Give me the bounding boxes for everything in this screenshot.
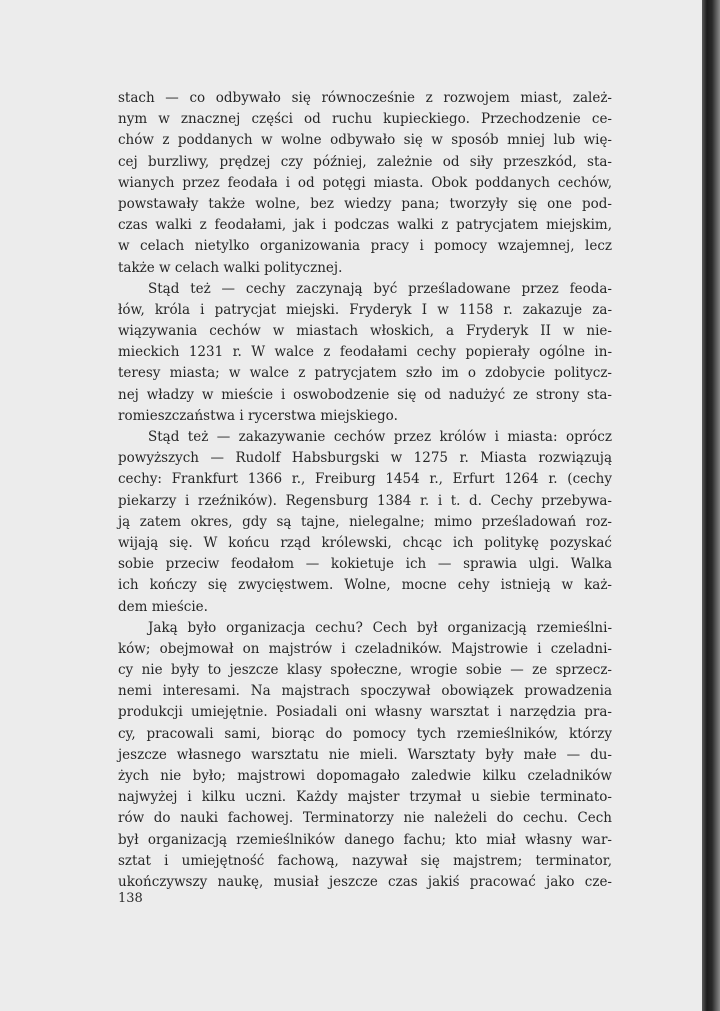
text-line: najwyżej i kilku uczni. Każdy majster trzymał u siebie terminato- bbox=[118, 789, 612, 806]
text-line: jeszcze własnego warsztatu nie mieli. Warsztaty były małe — du- bbox=[118, 746, 612, 763]
text-line: cechy: Frankfurt 1366 r., Freiburg 1454 r., Erfurt 1264 r. (cechy bbox=[118, 471, 612, 488]
text-line: nemi interesami. Na majstrach spoczywał obowiązek prowadzenia bbox=[118, 683, 612, 700]
text-line: chów z poddanych w wolne odbywało się w sposób mniej lub wię- bbox=[118, 132, 612, 149]
page-number: 138 bbox=[118, 891, 143, 906]
text-line: ukończywszy naukę, musiał jeszcze czas jakiś pracować jako cze- bbox=[118, 873, 612, 890]
text-line: stach — co odbywało się równocześnie z rozwojem miast, zależ- bbox=[118, 90, 612, 106]
text-line: cy, pracowali sami, biorąc do pomocy tych rzemieślników, którzy bbox=[118, 725, 612, 742]
text-line: sobie przeciw feodałom — kokietuje ich — sprawia ulgi. Walka bbox=[118, 556, 612, 573]
text-line: rów do nauki fachowej. Terminatorzy nie należeli do cechu. Cech bbox=[118, 810, 612, 827]
text-line: żych nie było; majstrowi dopomagało zaledwie kilku czeladników bbox=[118, 768, 612, 784]
text-line: nym w znacznej części od ruchu kupieckiego. Przechodzenie ce- bbox=[118, 111, 612, 128]
text-line: czas walki z feodałami, jak i podczas walki z patrycjatem miejskim, bbox=[118, 217, 612, 234]
text-line: romieszczaństwa i rycerstwa miejskiego. bbox=[118, 407, 398, 424]
text-line: był organizacją rzemieślników danego fachu; kto miał własny war- bbox=[118, 831, 612, 848]
body-text bbox=[118, 88, 612, 893]
text-line: Jaką było organizacja cechu? Cech był organizacją rzemieślni- bbox=[148, 619, 612, 636]
text-line: Stąd też — cechy zaczynają być prześladowane przez feoda- bbox=[148, 280, 612, 297]
text-line: łów, króla i patrycjat miejski. Fryderyk I w 1158 r. zakazuje za- bbox=[118, 301, 612, 318]
text-line: sztat i umiejętność fachową, nazywał się majstrem; terminator, bbox=[118, 852, 612, 869]
text-line: nej władzy w mieście i oswobodzenie się od nadużyć ze strony sta- bbox=[118, 386, 612, 403]
text-line: wianych przez feodała i od potęgi miasta. Obok poddanych cechów, bbox=[118, 174, 612, 191]
text-line: teresy miasta; w walce z patrycjatem szło im o zdobycie politycz- bbox=[118, 365, 612, 382]
text-line: wijają się. W końcu rząd królewski, chcąc ich politykę pozyskać bbox=[118, 534, 612, 551]
text-line: także w celach walki politycznej. bbox=[118, 259, 343, 276]
text-line: cej burzliwy, prędzej czy później, zależnie od siły przeszkód, sta- bbox=[118, 153, 612, 170]
text-line: piekarzy i rzeźników). Regensburg 1384 r. i t. d. Cechy przebywa- bbox=[118, 492, 612, 509]
book-binding-edge bbox=[702, 0, 720, 1011]
text-line: ich kończy się zwycięstwem. Wolne, mocne cehy istnieją w każ- bbox=[118, 577, 612, 594]
text-line: dem mieście. bbox=[118, 598, 208, 615]
text-line: mieckich 1231 r. W walce z feodałami cechy popierały ogólne in- bbox=[118, 344, 612, 361]
text-line: w celach nietylko organizowania pracy i pomocy wzajemnej, lecz bbox=[118, 238, 612, 255]
text-line: ków; obejmował on majstrów i czeladników. Majstrowie i czeladni- bbox=[118, 640, 612, 657]
text-line: wiązywania cechów w miastach włoskich, a Fryderyk II w nie- bbox=[118, 323, 612, 340]
text-line: Stąd też — zakazywanie cechów przez królów i miasta: oprócz bbox=[148, 429, 612, 445]
text-line: produkcji umiejętnie. Posiadali oni własny warsztat i narzędzia pra- bbox=[118, 704, 612, 721]
text-line: ją zatem okres, gdy są tajne, nielegalne; mimo prześladowań roz- bbox=[118, 513, 612, 530]
text-line: powyższych — Rudolf Habsburgski w 1275 r. Miasta rozwiązują bbox=[118, 450, 612, 467]
text-line: cy nie były to jeszcze klasy społeczne, wrogie sobie — ze sprzecz- bbox=[118, 662, 612, 679]
text-line: powstawały także wolne, bez wiedzy pana; tworzyły się one pod- bbox=[118, 195, 612, 212]
